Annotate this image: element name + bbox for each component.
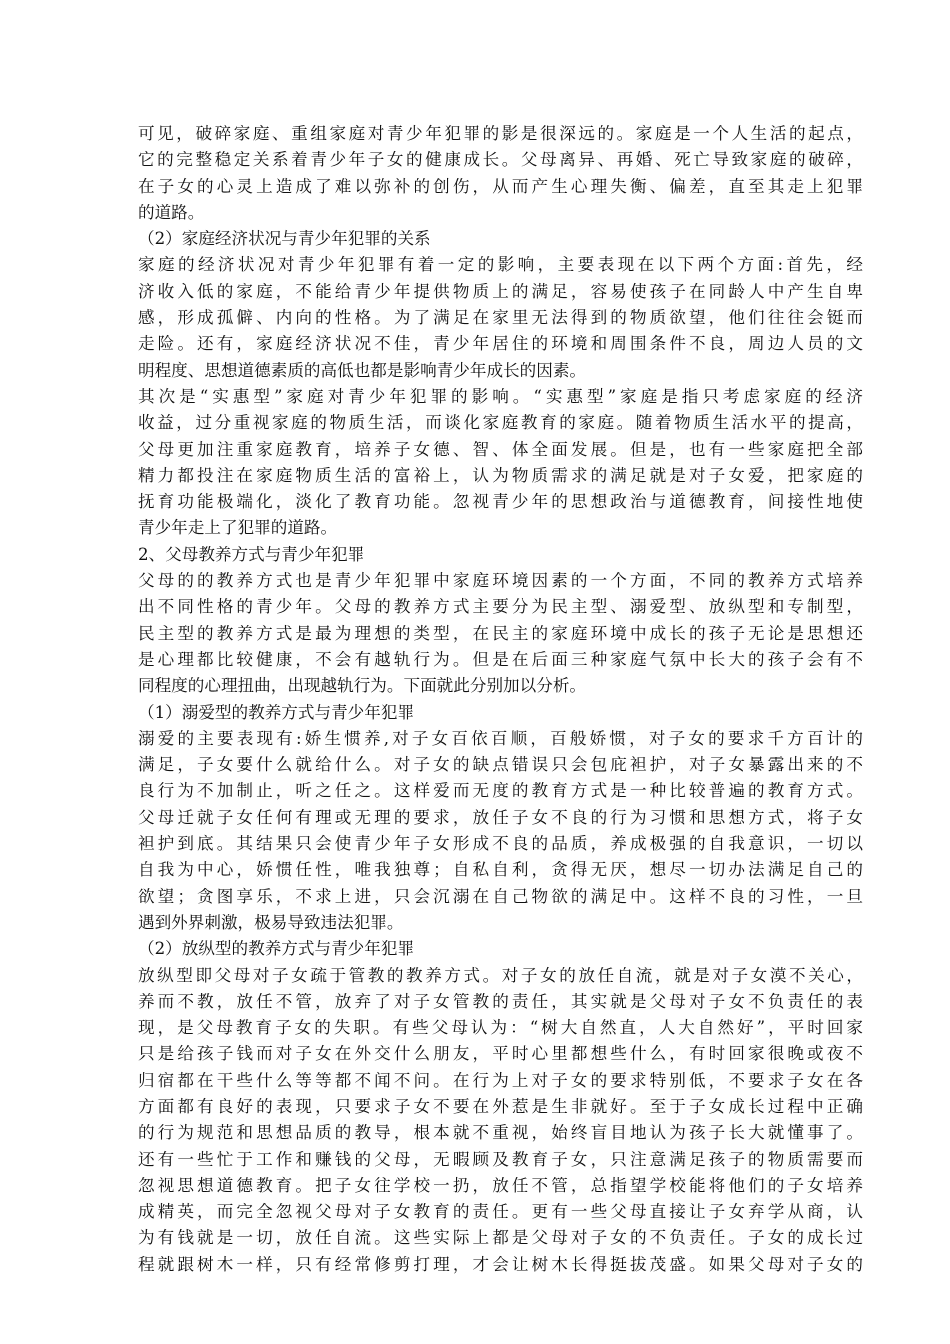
section-heading: （2）放纵型的教养方式与青少年犯罪 [138,939,415,959]
text-line: 可见，破碎家庭、重组家庭对青少年犯罪的影是很深远的。家庭是一个人生活的起点， [138,124,863,143]
text-line: 青少年走上了犯罪的道路。 [138,518,338,538]
document-body [138,121,863,1278]
text-line: 走险。还有，家庭经济状况不佳，青少年居住的环境和周围条件不良，周边人员的文 [138,334,863,354]
text-line: 归宿都在干些什么等等都不闻不问。在行为上对子女的要求特别低，不要求子女在各 [138,1070,863,1090]
text-line: 成精英，而完全忽视父母对子女教育的责任。更有一些父母直接让子女弃学从商，认 [138,1202,863,1222]
text-line: 是心理都比较健康，不会有越轨行为。但是在后面三种家庭气氛中长大的孩子会有不 [138,649,863,669]
text-line: 收益，过分重视家庭的物质生活，而谈化家庭教育的家庭。随着物质生活水平的提高， [138,413,863,433]
text-line: 的行为规范和思想品质的教导，根本就不重视，始终盲目地认为孩子长大就懂事了。 [138,1123,863,1143]
text-line: 父母的的教养方式也是青少年犯罪中家庭环境因素的一个方面，不同的教养方式培养 [138,571,863,591]
text-line: 抚育功能极端化，淡化了教育功能。忽视青少年的思想政治与道德教育，间接性地使 [138,492,863,512]
text-line: 养而不教，放任不管，放弃了对子女管教的责任，其实就是父母对子女不负责任的表 [138,991,863,1011]
text-line: 同程度的心理扭曲，出现越轨行为。下面就此分别加以分析。 [138,676,587,696]
text-line: 的道路。 [138,202,205,222]
text-line: 忽视思想道德教育。把子女往学校一扔，放任不管，总指望学校能将他们的子女培养 [138,1175,863,1195]
text-line: 济收入低的家庭，不能给青少年提供物质上的满足，容易使孩子在同龄人中产生自卑 [138,281,863,301]
section-heading: （1）溺爱型的教养方式与青少年犯罪 [138,702,415,722]
text-line: 良行为不加制止，听之任之。这样爱而无度的教育方式是一种比较普遍的教育方式。 [138,781,863,801]
text-line: 为有钱就是一切，放任自流。这些实际上都是父母对子女的不负责任。子女的成长过 [138,1228,863,1248]
text-line: 袒护到底。其结果只会使青少年子女形成不良的品质，养成极强的自我意识，一切以 [138,834,863,854]
text-line: 父母更加注重家庭教育，培养子女德、智、体全面发展。但是，也有一些家庭把全部 [138,439,863,459]
text-line: 民主型的教养方式是最为理想的类型，在民主的家庭环境中成长的孩子无论是思想还 [138,623,863,643]
text-line: 精力都投注在家庭物质生活的富裕上，认为物质需求的满足就是对子女爱，把家庭的 [138,465,863,485]
text-line: 明程度、思想道德素质的高低也都是影响青少年成长的因素。 [138,360,587,380]
text-line: 还有一些忙于工作和赚钱的父母，无暇顾及教育子女，只注意满足孩子的物质需要而 [138,1149,863,1169]
text-line: 现，是父母教育子女的失职。有些父母认为：“树大自然直，人大自然好”，平时回家 [138,1018,863,1038]
section-heading: 2、父母教养方式与青少年犯罪 [138,544,365,564]
text-line: 它的完整稳定关系着青少年子女的健康成长。父母离异、再婚、死亡导致家庭的破碎， [138,150,863,170]
text-line: 遇到外界刺激，极易导致违法犯罪。 [138,912,404,932]
text-line: 程就跟树木一样，只有经常修剪打理，才会让树木长得挺拔茂盛。如果父母对子女的 [138,1254,863,1274]
text-line: 父母迁就子女任何有理或无理的要求，放任子女不良的行为习惯和思想方式，将子女 [138,807,863,827]
text-line: 自我为中心，娇惯任性，唯我独尊；自私自利，贪得无厌，想尽一切办法满足自己的 [138,860,863,880]
text-line: 感，形成孤僻、内向的性格。为了满足在家里无法得到的物质欲望，他们往往会铤而 [138,308,863,328]
text-line: 放纵型即父母对子女疏于管教的教养方式。对子女的放任自流，就是对子女漠不关心， [138,965,863,985]
text-line: 满足，子女要什么就给什么。对子女的缺点错误只会包庇袒护，对子女暴露出来的不 [138,755,863,775]
text-line: 出不同性格的青少年。父母的教养方式主要分为民主型、溺爱型、放纵型和专制型， [138,597,863,617]
text-line: 在子女的心灵上造成了难以弥补的创伤，从而产生心理失衡、偏差，直至其走上犯罪 [138,176,863,196]
section-heading: （2）家庭经济状况与青少年犯罪的关系 [138,229,431,249]
text-line: 家庭的经济状况对青少年犯罪有着一定的影响，主要表现在以下两个方面:首先，经 [138,255,863,275]
text-line: 欲望；贪图享乐，不求上进，只会沉溺在自己物欲的满足中。这样不良的习性，一旦 [138,886,863,906]
text-line: 其次是“实惠型”家庭对青少年犯罪的影响。“实惠型”家庭是指只考虑家庭的经济 [138,386,863,406]
text-line: 方面都有良好的表现，只要求子女不要在外惹是生非就好。至于子女成长过程中正确 [138,1096,863,1116]
text-line: 溺爱的主要表现有:娇生惯养,对子女百依百顺，百般娇惯，对子女的要求千方百计的 [138,728,863,748]
text-line: 只是给孩子钱而对子女在外交什么朋友，平时心里都想些什么，有时回家很晚或夜不 [138,1044,863,1064]
